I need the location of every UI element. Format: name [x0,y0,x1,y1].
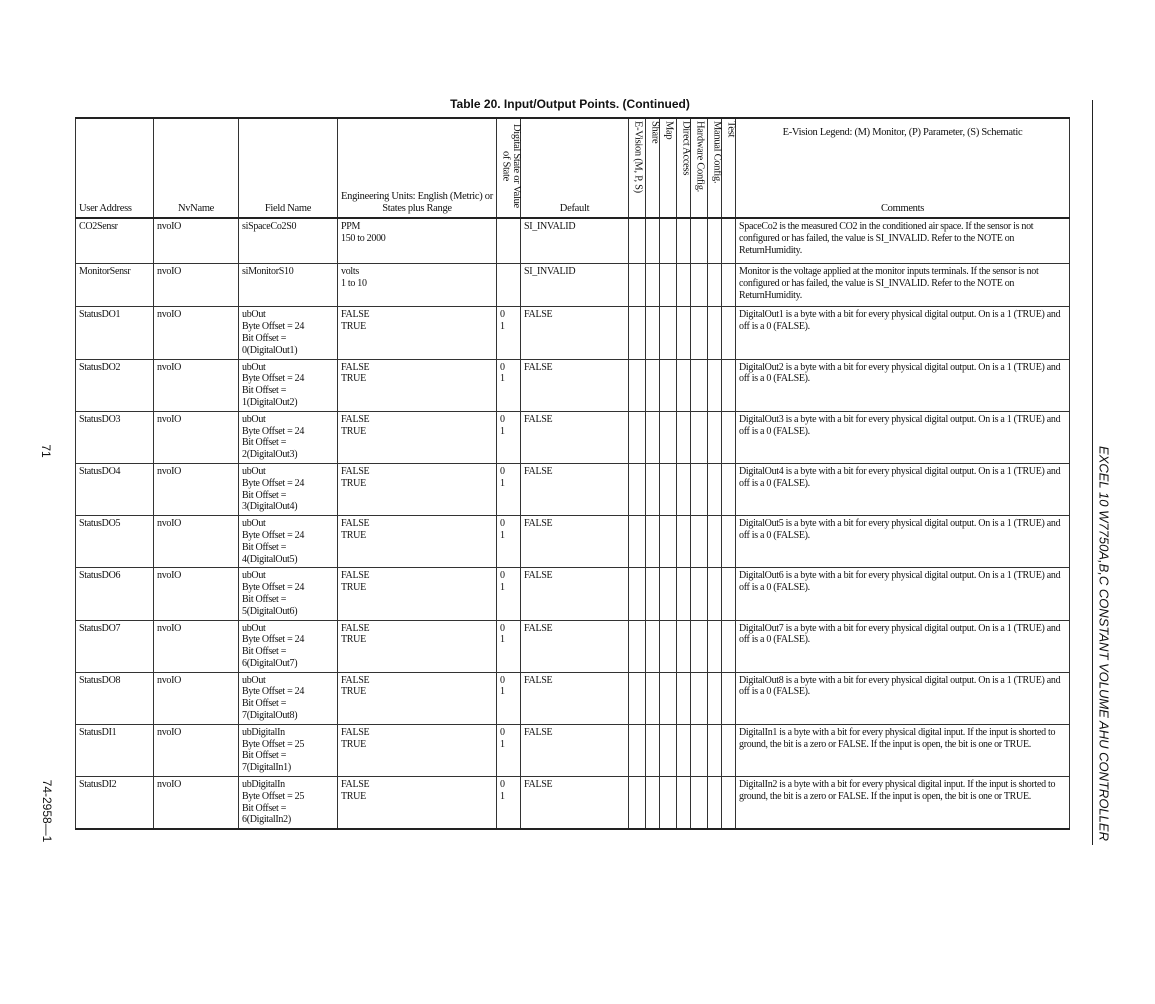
header-hardware-config [691,118,708,218]
cell-share [646,620,660,672]
state-line: 1 [500,790,505,802]
cell-user-address: CO2Sensr [76,218,154,264]
units-line: FALSE [341,726,370,738]
cell-digital-state [497,620,521,672]
cell-map [660,777,677,830]
cell-direct-access [677,411,691,463]
cell-hardware-config [691,218,708,264]
cell-user-address: StatusDO7 [76,620,154,672]
cell-user-address: StatusDO4 [76,463,154,515]
state-line: 1 [500,738,505,750]
cell-engineering-units [338,218,497,264]
cell-direct-access [677,359,691,411]
cell-engineering-units [338,777,497,830]
cell-digital-state [497,307,521,359]
cell-map [660,359,677,411]
cell-nvname: nvoIO [154,218,239,264]
header-direct-access-label: Direct Access [680,121,692,176]
cell-default: FALSE [521,620,629,672]
cell-test [722,777,736,830]
cell-manual-config [708,568,722,620]
cell-default: FALSE [521,724,629,776]
cell-test [722,359,736,411]
cell-hardware-config [691,568,708,620]
field-name-line: Byte Offset = 24 [242,321,305,333]
units-line: FALSE [341,518,370,530]
state-line: 0 [500,518,505,530]
running-side-title: EXCEL 10 W7750A,B,C CONSTANT VOLUME AHU CONTROLLER [1096,446,1112,841]
cell-user-address: StatusDI2 [76,777,154,830]
table-row [76,307,1070,359]
units-line: TRUE [341,634,366,646]
cell-hardware-config [691,463,708,515]
field-name-line: 7(DigitalIn1) [242,762,291,774]
field-name-line: ubDigitalIn [242,779,285,791]
cell-test [722,620,736,672]
units-line: FALSE [341,674,370,686]
units-line: PPM [341,221,361,233]
cell-user-address: StatusDO5 [76,516,154,568]
units-line: TRUE [341,373,366,385]
units-line: FALSE [341,779,370,791]
cell-nvname: nvoIO [154,672,239,724]
cell-digital-state [497,218,521,264]
state-line: 0 [500,361,505,373]
field-name-line: 5(DigitalOut6) [242,605,298,617]
header-nvname: NvName [154,118,239,218]
cell-nvname: nvoIO [154,307,239,359]
field-name-line: Byte Offset = 24 [242,425,305,437]
cell-evision [629,672,646,724]
cell-default: FALSE [521,672,629,724]
field-name-line: 1(DigitalOut2) [242,396,298,408]
field-name-line: Bit Offset = [242,802,287,814]
cell-field-name [239,463,338,515]
cell-comments: DigitalOut3 is a byte with a bit for every physical digital output. On is a 1 (TRUE) and off is a 0 (FALSE). [736,411,1070,463]
cell-default: SI_INVALID [521,264,629,307]
field-name-line: Byte Offset = 24 [242,373,305,385]
cell-map [660,218,677,264]
field-name-line: 4(DigitalOut5) [242,553,298,565]
table-row [76,516,1070,568]
units-line: FALSE [341,361,370,373]
field-name-line: siMonitorS10 [242,266,294,278]
cell-share [646,411,660,463]
field-name-line: 2(DigitalOut3) [242,449,298,461]
cell-nvname: nvoIO [154,777,239,830]
cell-direct-access [677,463,691,515]
field-name-line: Byte Offset = 24 [242,529,305,541]
table-row [76,724,1070,776]
cell-evision [629,463,646,515]
table-row [76,359,1070,411]
field-name-line: Bit Offset = [242,385,287,397]
table-row [76,411,1070,463]
table-title: Table 20. Input/Output Points. (Continued) [450,97,690,111]
cell-field-name [239,218,338,264]
cell-nvname: nvoIO [154,264,239,307]
state-line: 0 [500,674,505,686]
cell-manual-config [708,463,722,515]
cell-field-name [239,411,338,463]
state-line: 1 [500,425,505,437]
header-default: Default [521,118,629,218]
cell-manual-config [708,359,722,411]
cell-evision [629,620,646,672]
field-name-line: 3(DigitalOut4) [242,501,298,513]
cell-direct-access [677,672,691,724]
cell-test [722,724,736,776]
cell-field-name [239,307,338,359]
cell-share [646,264,660,307]
units-line: FALSE [341,465,370,477]
cell-comments: DigitalOut5 is a byte with a bit for every physical digital output. On is a 1 (TRUE) and off is a 0 (FALSE). [736,516,1070,568]
cell-evision [629,359,646,411]
cell-engineering-units [338,463,497,515]
units-line: 150 to 2000 [341,233,386,245]
cell-share [646,516,660,568]
field-name-line: siSpaceCo2S0 [242,221,297,233]
field-name-line: Bit Offset = [242,750,287,762]
cell-share [646,777,660,830]
cell-evision [629,777,646,830]
cell-default: FALSE [521,411,629,463]
units-line: TRUE [341,477,366,489]
table-row [76,568,1070,620]
cell-manual-config [708,218,722,264]
units-line: volts [341,266,359,278]
state-line: 1 [500,373,505,385]
cell-test [722,264,736,307]
cell-field-name [239,724,338,776]
field-name-line: ubOut [242,622,266,634]
cell-digital-state [497,672,521,724]
field-name-line: ubOut [242,570,266,582]
field-name-line: Byte Offset = 25 [242,738,305,750]
cell-default: FALSE [521,568,629,620]
cell-evision [629,411,646,463]
state-line: 0 [500,779,505,791]
field-name-line: Byte Offset = 25 [242,790,305,802]
cell-nvname: nvoIO [154,463,239,515]
cell-share [646,672,660,724]
cell-direct-access [677,724,691,776]
cell-nvname: nvoIO [154,516,239,568]
cell-digital-state [497,463,521,515]
cell-digital-state [497,777,521,830]
header-manual-config [708,118,722,218]
header-hardware-config-label: Hardware Config. [694,121,706,193]
cell-manual-config [708,620,722,672]
cell-field-name [239,777,338,830]
cell-map [660,264,677,307]
field-name-line: ubDigitalIn [242,726,285,738]
cell-hardware-config [691,516,708,568]
cell-map [660,672,677,724]
cell-direct-access [677,218,691,264]
cell-digital-state [497,516,521,568]
cell-direct-access [677,307,691,359]
cell-map [660,568,677,620]
state-line: 0 [500,622,505,634]
cell-default: SI_INVALID [521,218,629,264]
field-name-line: Bit Offset = [242,593,287,605]
cell-share [646,463,660,515]
cell-default: FALSE [521,307,629,359]
field-name-line: ubOut [242,465,266,477]
header-engineering-units: Engineering Units: English (Metric) or States plus Range [338,118,497,218]
units-line: FALSE [341,622,370,634]
cell-nvname: nvoIO [154,359,239,411]
cell-comments: DigitalOut2 is a byte with a bit for every physical digital output. On is a 1 (TRUE) and off is a 0 (FALSE). [736,359,1070,411]
units-line: TRUE [341,425,366,437]
cell-map [660,307,677,359]
state-line: 1 [500,686,505,698]
cell-share [646,568,660,620]
cell-map [660,620,677,672]
units-line: TRUE [341,790,366,802]
cell-direct-access [677,516,691,568]
field-name-line: 0(DigitalOut1) [242,344,298,356]
cell-evision [629,724,646,776]
cell-test [722,516,736,568]
cell-field-name [239,620,338,672]
cell-default: FALSE [521,359,629,411]
cell-engineering-units [338,264,497,307]
cell-field-name [239,568,338,620]
cell-test [722,463,736,515]
cell-manual-config [708,307,722,359]
cell-share [646,359,660,411]
cell-hardware-config [691,672,708,724]
cell-hardware-config [691,411,708,463]
cell-engineering-units [338,620,497,672]
cell-user-address: StatusDI1 [76,724,154,776]
cell-engineering-units [338,359,497,411]
units-line: TRUE [341,738,366,750]
state-line: 1 [500,477,505,489]
cell-manual-config [708,411,722,463]
units-line: TRUE [341,686,366,698]
cell-manual-config [708,672,722,724]
cell-evision [629,307,646,359]
table-row [76,672,1070,724]
state-line: 0 [500,570,505,582]
cell-test [722,411,736,463]
cell-evision [629,516,646,568]
cell-manual-config [708,264,722,307]
cell-digital-state [497,724,521,776]
cell-engineering-units [338,307,497,359]
header-digital-state [497,118,521,218]
cell-user-address: MonitorSensr [76,264,154,307]
cell-engineering-units [338,568,497,620]
table-header-row [76,118,1070,218]
cell-direct-access [677,568,691,620]
header-manual-config-label: Manual Config. [711,121,723,184]
cell-share [646,218,660,264]
cell-comments: DigitalIn2 is a byte with a bit for every physical digital input. If the input is shorted to ground, the bit is a zero or FALSE. If the input is open, the bit is one or TRUE. [736,777,1070,830]
header-user-address: User Address [76,118,154,218]
field-name-line: ubOut [242,309,266,321]
units-line: TRUE [341,529,366,541]
table-row [76,777,1070,830]
cell-comments: DigitalOut7 is a byte with a bit for every physical digital output. On is a 1 (TRUE) and off is a 0 (FALSE). [736,620,1070,672]
header-comments-label: Comments [880,203,925,214]
cell-comments: DigitalOut4 is a byte with a bit for every physical digital output. On is a 1 (TRUE) and off is a 0 (FALSE). [736,463,1070,515]
field-name-line: Bit Offset = [242,437,287,449]
field-name-line: Byte Offset = 24 [242,686,305,698]
header-test-label: Test [725,121,737,138]
cell-default: FALSE [521,777,629,830]
cell-hardware-config [691,777,708,830]
field-name-line: Byte Offset = 24 [242,582,305,594]
state-line: 1 [500,321,505,333]
cell-map [660,411,677,463]
units-line: FALSE [341,413,370,425]
margin-rule [1092,100,1093,845]
cell-comments: DigitalOut6 is a byte with a bit for every physical digital output. On is a 1 (TRUE) and off is a 0 (FALSE). [736,568,1070,620]
page-number: 71 [39,444,53,458]
table-row [76,620,1070,672]
field-name-line: Bit Offset = [242,489,287,501]
field-name-line: ubOut [242,361,266,373]
header-map-label: Map [663,121,675,140]
table-row [76,463,1070,515]
field-name-line: ubOut [242,674,266,686]
cell-engineering-units [338,724,497,776]
table-body [76,218,1070,829]
cell-engineering-units [338,411,497,463]
cell-map [660,516,677,568]
header-direct-access [677,118,691,218]
header-field-name: Field Name [239,118,338,218]
cell-field-name [239,516,338,568]
cell-evision [629,264,646,307]
evision-legend: E-Vision Legend: (M) Monitor, (P) Parameter, (S) Schematic [782,127,1023,138]
cell-nvname: nvoIO [154,568,239,620]
cell-manual-config [708,777,722,830]
cell-nvname: nvoIO [154,411,239,463]
cell-default: FALSE [521,516,629,568]
cell-comments: DigitalIn1 is a byte with a bit for every physical digital input. If the input is shorted to ground, the bit is a zero or FALSE. If the input is open, the bit is one or TRUE. [736,724,1070,776]
field-name-line: ubOut [242,518,266,530]
header-share-label: Share [649,121,661,144]
cell-direct-access [677,264,691,307]
cell-comments: SpaceCo2 is the measured CO2 in the conditioned air space. If the sensor is not configured or has failed, the value is SI_INVALID. Refer to the NOTE on ReturnHumidity. [736,218,1070,264]
cell-field-name [239,264,338,307]
cell-hardware-config [691,620,708,672]
cell-test [722,568,736,620]
cell-direct-access [677,777,691,830]
cell-digital-state [497,264,521,307]
header-digital-state-label: Digital State or Value of State [500,124,522,208]
cell-evision [629,218,646,264]
field-name-line: Byte Offset = 24 [242,634,305,646]
cell-digital-state [497,568,521,620]
cell-user-address: StatusDO8 [76,672,154,724]
cell-digital-state [497,359,521,411]
field-name-line: Bit Offset = [242,698,287,710]
state-line: 0 [500,309,505,321]
cell-map [660,463,677,515]
cell-direct-access [677,620,691,672]
cell-nvname: nvoIO [154,724,239,776]
field-name-line: ubOut [242,413,266,425]
cell-hardware-config [691,307,708,359]
units-line: TRUE [341,582,366,594]
cell-user-address: StatusDO2 [76,359,154,411]
cell-digital-state [497,411,521,463]
cell-engineering-units [338,672,497,724]
cell-manual-config [708,724,722,776]
cell-comments: DigitalOut1 is a byte with a bit for every physical digital output. On is a 1 (TRUE) and off is a 0 (FALSE). [736,307,1070,359]
cell-field-name [239,672,338,724]
units-line: FALSE [341,309,370,321]
header-test [722,118,736,218]
cell-engineering-units [338,516,497,568]
state-line: 0 [500,726,505,738]
cell-user-address: StatusDO1 [76,307,154,359]
state-line: 1 [500,634,505,646]
document-number: 74-2958—1 [40,779,54,843]
cell-field-name [239,359,338,411]
cell-share [646,724,660,776]
header-comments [736,118,1070,218]
state-line: 1 [500,582,505,594]
header-map [660,118,677,218]
cell-map [660,724,677,776]
field-name-line: Bit Offset = [242,332,287,344]
cell-share [646,307,660,359]
field-name-line: 6(DigitalIn2) [242,814,291,826]
header-evision-label: E-Vision (M, P, S) [632,121,644,193]
cell-test [722,672,736,724]
units-line: FALSE [341,570,370,582]
field-name-line: 6(DigitalOut7) [242,657,298,669]
cell-comments: Monitor is the voltage applied at the monitor inputs terminals. If the sensor is not configured or has failed, the value is SI_INVALID. Refer to the NOTE on ReturnHumidity. [736,264,1070,307]
cell-hardware-config [691,264,708,307]
state-line: 0 [500,413,505,425]
field-name-line: Bit Offset = [242,541,287,553]
cell-user-address: StatusDO3 [76,411,154,463]
field-name-line: 7(DigitalOut8) [242,710,298,722]
cell-hardware-config [691,359,708,411]
cell-nvname: nvoIO [154,620,239,672]
cell-evision [629,568,646,620]
cell-test [722,307,736,359]
cell-test [722,218,736,264]
table-row [76,264,1070,307]
header-share [646,118,660,218]
cell-comments: DigitalOut8 is a byte with a bit for every physical digital output. On is a 1 (TRUE) and off is a 0 (FALSE). [736,672,1070,724]
cell-default: FALSE [521,463,629,515]
cell-user-address: StatusDO6 [76,568,154,620]
table-row [76,218,1070,264]
field-name-line: Byte Offset = 24 [242,477,305,489]
cell-manual-config [708,516,722,568]
state-line: 1 [500,529,505,541]
field-name-line: Bit Offset = [242,646,287,658]
units-line: TRUE [341,321,366,333]
state-line: 0 [500,465,505,477]
io-points-table [75,117,1070,830]
header-evision [629,118,646,218]
cell-hardware-config [691,724,708,776]
units-line: 1 to 10 [341,278,367,290]
